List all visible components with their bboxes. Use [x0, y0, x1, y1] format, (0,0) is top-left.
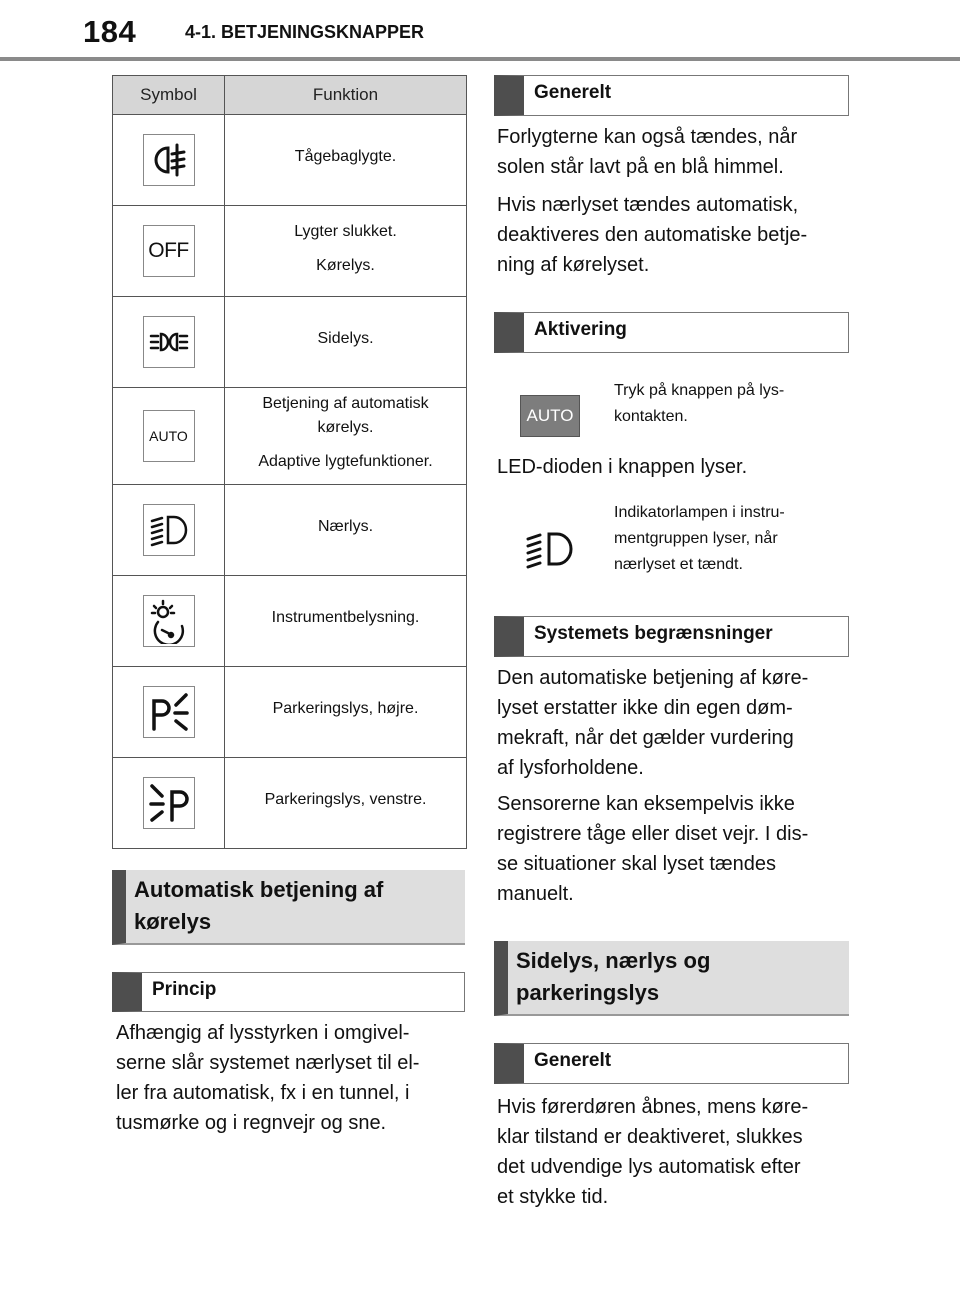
text-line: mentgruppen lyser, når	[614, 530, 778, 547]
parking-light-right-icon	[143, 686, 195, 738]
subheading-title: Generelt	[534, 1050, 612, 1071]
subheading-title: Princip	[152, 979, 217, 1000]
parking-light-left-icon	[143, 777, 195, 829]
table-row	[113, 485, 466, 576]
text-line: ler fra automatisk, fx i en tunnel, i	[116, 1082, 410, 1104]
table-row	[113, 576, 466, 667]
page-header	[0, 0, 960, 60]
text-line: Afhængig af lysstyrken i omgivel-	[116, 1022, 410, 1044]
symbol-table-header	[113, 76, 466, 115]
text-line: Sensorerne kan eksempelvis ikke	[497, 793, 795, 815]
column-header-function: Funktion	[312, 85, 379, 104]
symbol-table	[112, 75, 467, 849]
text-line: klar tilstand er deaktiveret, slukkes	[497, 1126, 803, 1148]
text-line: mekraft, når det gælder vurdering	[497, 727, 794, 749]
subheading-princip	[112, 972, 465, 1012]
function-text: Parkeringslys, højre.	[272, 700, 419, 717]
section-title-line: Sidelys, nærlys og	[516, 948, 711, 973]
text-line: serne slår systemet nærlyset til el-	[116, 1052, 420, 1074]
side-lights-icon	[143, 316, 195, 368]
function-text: Nærlys.	[317, 518, 374, 535]
auto-button-label: AUTO	[526, 406, 574, 425]
text-line: det udvendige lys automatisk efter	[497, 1156, 801, 1178]
table-row	[113, 667, 466, 758]
section-title-line: kørelys	[134, 909, 212, 934]
table-row	[113, 297, 466, 388]
text-line: Tryk på knappen på lys-	[614, 382, 785, 399]
off-icon	[143, 225, 195, 277]
text-line: Hvis nærlyset tændes automatisk,	[497, 194, 799, 216]
table-row	[113, 115, 466, 206]
auto-icon-text: AUTO	[149, 428, 188, 444]
text-line: af lysforholdene.	[497, 757, 644, 779]
text-line: et stykke tid.	[497, 1186, 609, 1208]
text-line: nærlyset et tændt.	[614, 556, 743, 573]
section-title-line: Automatisk betjening af	[134, 877, 384, 902]
function-text: Adaptive lygtefunktioner.	[258, 453, 433, 470]
text-line: manuelt.	[497, 883, 574, 905]
text-line: kontakten.	[614, 408, 688, 425]
text-line: lyset erstatter ikke din egen døm-	[497, 697, 793, 719]
function-text: Instrumentbelysning.	[271, 609, 420, 626]
text-line: ning af kørelyset.	[497, 254, 650, 276]
subheading-aktivering	[494, 312, 849, 353]
text-line: registrere tåge eller diset vejr. I dis-	[497, 823, 809, 845]
indicator-note	[614, 500, 785, 578]
text-line: tusmørke og i regnvejr og sne.	[116, 1112, 387, 1134]
led-text: LED-dioden i knappen lyser.	[497, 456, 748, 478]
column-header-symbol: Symbol	[113, 76, 225, 114]
generelt-2-paragraph	[497, 1092, 808, 1212]
limits-paragraph	[497, 663, 808, 909]
subheading-system-limits	[494, 616, 849, 657]
text-line: Forlygterne kan også tændes, når	[497, 126, 798, 148]
subheading-generelt-2	[494, 1043, 849, 1084]
princip-paragraph	[116, 1018, 419, 1138]
aktivering-note	[614, 378, 784, 430]
subheading-title: Generelt	[534, 82, 612, 103]
chapter-title: 4-1. BETJENINGSKNAPPER	[185, 22, 425, 42]
text-line: Hvis førerdøren åbnes, mens køre-	[497, 1096, 809, 1118]
function-text: Sidelys.	[317, 330, 374, 347]
text-line: solen står lavt på en blå himmel.	[497, 156, 784, 178]
low-beam-indicator-icon	[522, 526, 578, 581]
section-title-line: parkeringslys	[516, 980, 660, 1005]
text-line: Indikatorlampen i instru-	[614, 504, 785, 521]
function-text: Parkeringslys, venstre.	[264, 791, 427, 808]
table-row	[113, 758, 466, 849]
auto-button-illustration	[520, 395, 580, 437]
text-line: deaktiveres den automatiske betje-	[497, 224, 808, 246]
section-heading-automatic-lights	[112, 870, 465, 945]
function-text: Kørelys.	[316, 257, 375, 274]
function-text: Betjening af automatisk kørelys.	[262, 395, 429, 436]
subheading-title: Systemets begrænsninger	[534, 623, 773, 644]
subheading-generelt	[494, 75, 849, 116]
low-beam-icon	[143, 504, 195, 556]
header-rule	[0, 57, 960, 61]
generelt-paragraph	[497, 122, 807, 280]
text-line: Den automatiske betjening af køre-	[497, 667, 809, 689]
text-line: se situationer skal lyset tændes	[497, 853, 777, 875]
subheading-title: Aktivering	[534, 319, 627, 340]
table-row	[113, 206, 466, 297]
function-text: Lygter slukket.	[294, 223, 397, 240]
auto-icon	[143, 410, 195, 462]
off-icon-text: OFF	[148, 239, 189, 262]
page-number: 184	[83, 14, 137, 49]
rear-fog-lamp-icon	[143, 134, 195, 186]
section-heading-lights	[494, 941, 849, 1016]
function-text: Tågebaglygte.	[294, 148, 397, 165]
table-row	[113, 388, 466, 485]
instrument-lighting-icon	[143, 595, 195, 647]
